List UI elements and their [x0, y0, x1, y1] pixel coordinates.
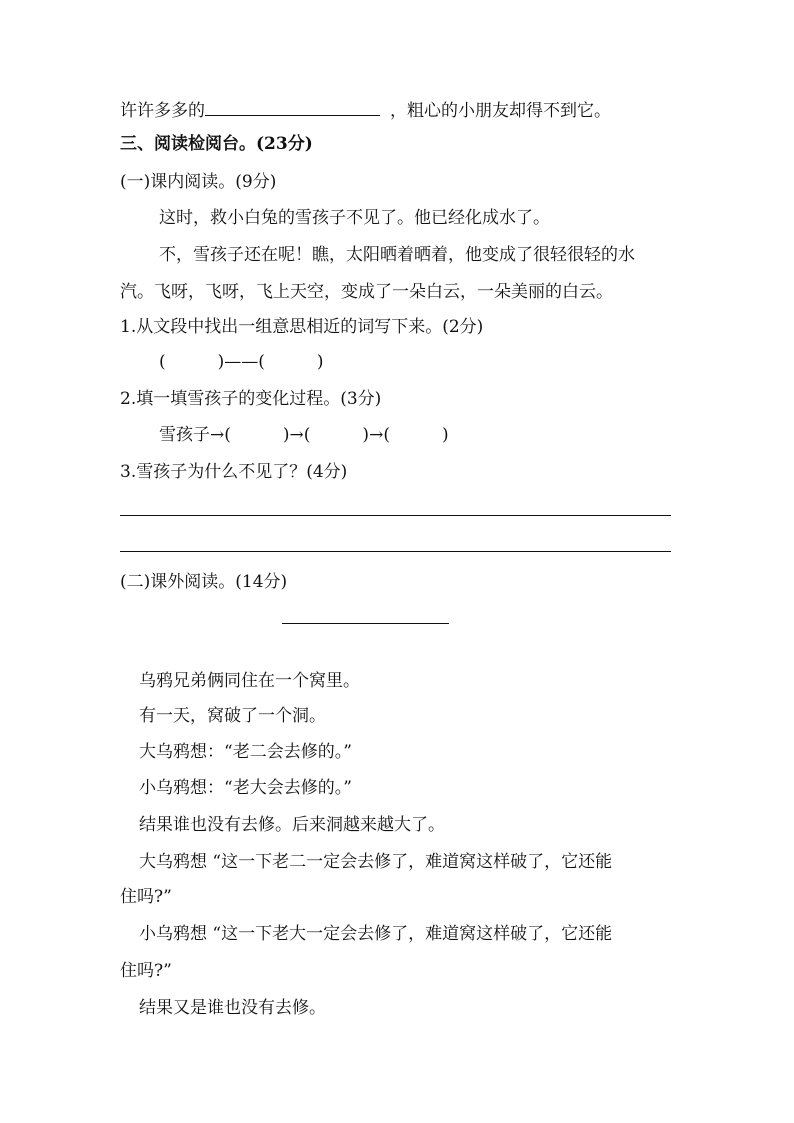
question-3: 3.雪孩子为什么不见了？(4分) [120, 462, 348, 482]
q2-close-paren-2: ) [362, 425, 370, 445]
story-line-7: 住吗?” [120, 887, 172, 907]
fill-prefix: 许许多多的 [120, 101, 205, 121]
question-2: 2.填一填雪孩子的变化过程。(3分) [120, 389, 382, 409]
story-line-2: 有一天，窝破了一个洞。 [139, 706, 326, 726]
fill-suffix: ，粗心的小朋友却得不到它。 [390, 101, 611, 121]
fill-in-line [120, 97, 611, 123]
q1-dash: —— [224, 352, 259, 372]
question-1: 1.从文段中找出一组意思相近的词写下来。(2分) [120, 317, 484, 337]
answer-blank[interactable] [205, 97, 380, 116]
story-line-6: 大乌鸦想 “这一下老二一定会去修了，难道窝这样破了，它还能 [139, 852, 613, 872]
story-line-4: 小乌鸦想：“老大会去修的。” [139, 778, 352, 798]
q1-open-paren-1: ( [159, 352, 166, 372]
q1-open-paren-2: ( [258, 352, 265, 372]
story-line-8: 小乌鸦想 “这一下老大一定会去修了，难道窝这样破了，它还能 [139, 924, 613, 944]
passage-line-3: 汽。飞呀，飞呀，飞上天空，变成了一朵白云，一朵美丽的白云。 [120, 282, 613, 302]
q2-answer-row [159, 423, 449, 447]
passage-line-2: 不，雪孩子还在呢！瞧，太阳晒着晒着，他变成了很轻很轻的水 [159, 245, 635, 265]
q1-close-paren-1: ) [217, 352, 225, 372]
part2-heading: (二)课外阅读。(14分) [120, 572, 288, 592]
q2-start-word: 雪孩子 [159, 425, 210, 445]
arrow-icon: → [369, 425, 384, 445]
story-line-3: 大乌鸦想：“老二会去修的。” [139, 742, 352, 762]
q2-close-paren-3: ) [441, 425, 449, 445]
q2-open-paren-1: ( [224, 425, 231, 445]
q2-open-paren-3: ( [383, 425, 390, 445]
answer-line-1[interactable] [120, 515, 671, 516]
story-line-5: 结果谁也没有去修。后来洞越来越大了。 [139, 815, 445, 835]
arrow-icon: → [289, 425, 304, 445]
q1-close-paren-2: ) [316, 352, 324, 372]
story-title-blank[interactable] [282, 623, 449, 624]
q2-open-paren-2: ( [303, 425, 311, 445]
passage-line-1: 这时，救小白兔的雪孩子不见了。他已经化成水了。 [159, 208, 550, 228]
arrow-icon: → [210, 425, 225, 445]
story-line-9: 住吗?” [120, 961, 172, 981]
story-line-1: 乌鸦兄弟俩同住在一个窝里。 [139, 671, 360, 691]
section-heading: 三、阅读检阅台。(23分) [120, 134, 313, 154]
story-line-10: 结果又是谁也没有去修。 [139, 998, 326, 1018]
answer-line-2[interactable] [120, 551, 671, 552]
q1-answer-row [159, 350, 324, 374]
part1-heading: (一)课内阅读。(9分) [120, 172, 277, 192]
q2-close-paren-1: ) [282, 425, 290, 445]
